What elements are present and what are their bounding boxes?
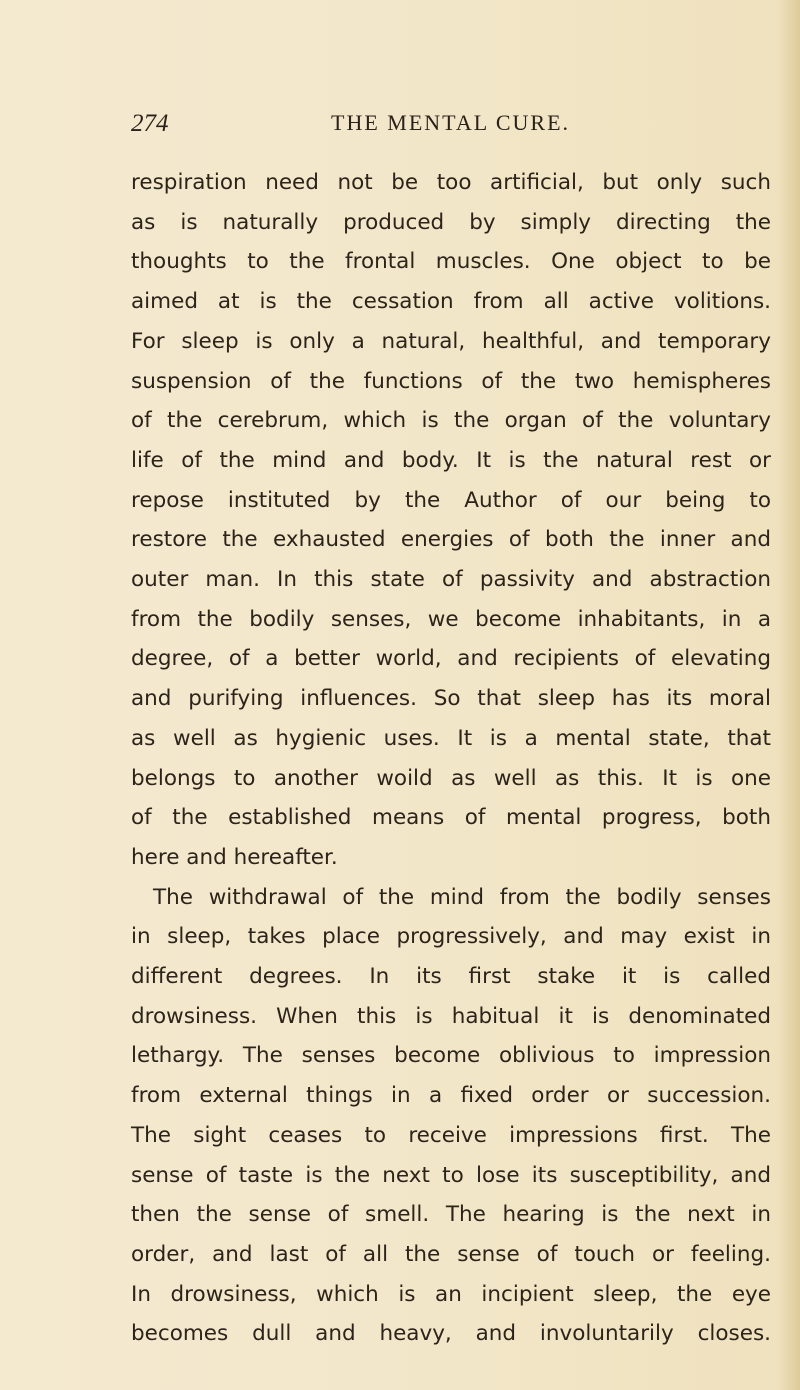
text-line: of the cerebrum, which is the organ of the voluntary — [131, 408, 771, 434]
page-number: 274 — [131, 110, 169, 137]
text-line: as well as hygienic uses. It is a mental state, that — [131, 725, 771, 751]
text-line: drowsiness. When this is habitual it is denominated — [131, 1003, 771, 1029]
text-line: becomes dull and heavy, and involuntarily closes. — [131, 1321, 771, 1347]
text-line: thoughts to the frontal muscles. One object to be — [131, 249, 771, 275]
text-line: in sleep, takes place progressively, and may exist in — [131, 924, 771, 950]
text-line: as is naturally produced by simply directing the — [131, 209, 771, 235]
text-line: sense of taste is the next to lose its susceptibility, and — [131, 1162, 771, 1188]
text-line: of the established means of mental progress, both — [131, 805, 771, 831]
text-line: degree, of a better world, and recipients of elevating — [131, 646, 771, 672]
paragraph-end-line: here and hereafter. — [131, 844, 338, 870]
text-line: then the sense of smell. The hearing is the next in — [131, 1202, 771, 1228]
text-line: belongs to another woild as well as this. It is one — [131, 765, 771, 791]
text-line: repose instituted by the Author of our being to — [131, 487, 771, 513]
text-line: from external things in a fixed order or succession. — [131, 1083, 771, 1109]
running-title: THE MENTAL CURE. — [331, 110, 571, 135]
text-line: and purifying influences. So that sleep has its moral — [131, 686, 771, 712]
text-line: from the bodily senses, we become inhabitants, in a — [131, 606, 771, 632]
text-line: outer man. In this state of passivity and abstraction — [131, 567, 771, 593]
text-line: respiration need not be too artificial, but only such — [131, 170, 771, 195]
text-line: restore the exhausted energies of both the inner and — [131, 527, 771, 553]
text-line: The sight ceases to receive impressions first. The — [131, 1122, 771, 1148]
text-line: aimed at is the cessation from all active volitions. — [131, 289, 771, 315]
paragraph-start-line: The withdrawal of the mind from the bodily senses — [153, 884, 771, 910]
page-header — [131, 110, 771, 144]
body-text — [131, 163, 771, 1354]
text-line: life of the mind and body. It is the natural rest or — [131, 447, 771, 473]
text-line: In drowsiness, which is an incipient sleep, the eye — [131, 1281, 771, 1307]
text-line: order, and last of all the sense of touch or feeling. — [131, 1241, 771, 1267]
text-line: For sleep is only a natural, healthful, and temporary — [131, 328, 771, 354]
text-line: suspension of the functions of the two hemispheres — [131, 368, 771, 394]
page-edge-shadow — [778, 0, 800, 1390]
text-line: different degrees. In its first stake it is called — [131, 964, 771, 990]
text-line: lethargy. The senses become oblivious to impression — [131, 1043, 771, 1069]
